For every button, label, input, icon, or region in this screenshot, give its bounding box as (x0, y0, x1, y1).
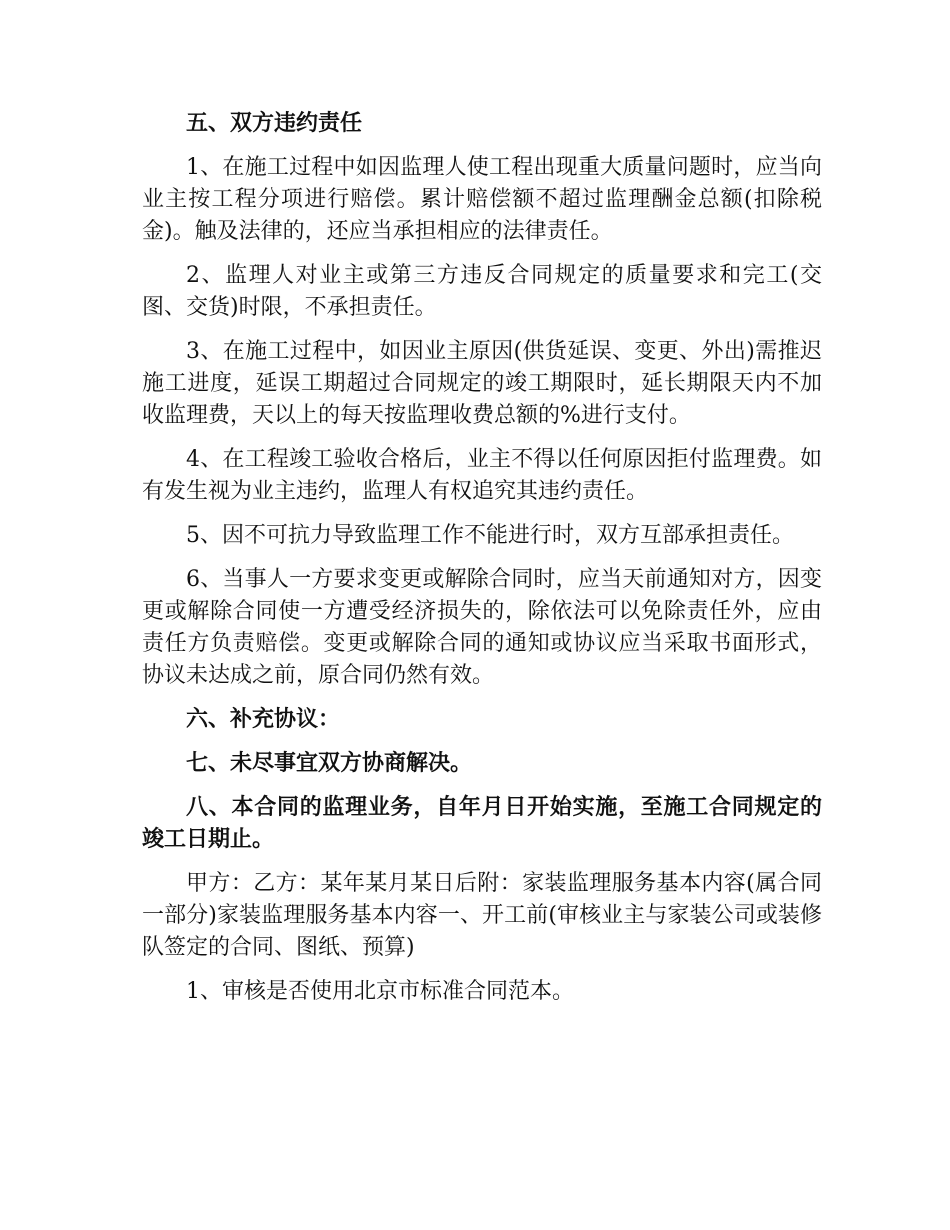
clause-5-1: 1、在施工过程中如因监理人使工程出现重大质量问题时，应当向业主按工程分项进行赔偿。累计赔偿额不超过监理酬金总额(扣除税金)。触及法律的，还应当承担相应的法律责任。 (142, 155, 822, 244)
clause-5-3: 3、在施工过程中，如因业主原因(供货延误、变更、外出)需推迟施工进度，延误工期超过合同规定的竣工期限时，延长期限天内不加收监理费，天以上的每天按监理收费总额的%进行支付。 (142, 339, 822, 428)
clause-5-4: 4、在工程竣工验收合格后，业主不得以任何原因拒付监理费。如有发生视为业主违约，监理人有权追究其违约责任。 (142, 447, 822, 504)
appendix-item-1: 1、审核是否使用北京市标准合同范本。 (186, 979, 574, 1004)
document-page (142, 108, 822, 1020)
section-heading-unresolved: 七、未尽事宜双方协商解决。 (186, 751, 473, 776)
section-heading-liability: 五、双方违约责任 (186, 111, 363, 136)
section-heading-term: 八、本合同的监理业务，自年月日开始实施，至施工合同规定的竣工日期止。 (142, 795, 822, 852)
clause-5-6: 6、当事人一方要求变更或解除合同时，应当天前通知对方，因变更或解除合同使一方遭受经济损失的，除依法可以免除责任外，应由责任方负责赔偿。变更或解除合同的通知或协议应当采取书面形式，协议未达成之前，原合同仍然有效。 (142, 567, 822, 688)
signature-and-appendix: 甲方：乙方：某年某月某日后附：家装监理服务基本内容(属合同一部分)家装监理服务基本内容一、开工前(审核业主与家装公司或装修队签定的合同、图纸、预算) (142, 871, 822, 960)
clause-5-5: 5、因不可抗力导致监理工作不能进行时，双方互部承担责任。 (186, 523, 794, 548)
clause-5-2: 2、监理人对业主或第三方违反合同规定的质量要求和完工(交图、交货)时限，不承担责任。 (142, 263, 822, 320)
section-heading-supplement: 六、补充协议： (186, 707, 341, 732)
